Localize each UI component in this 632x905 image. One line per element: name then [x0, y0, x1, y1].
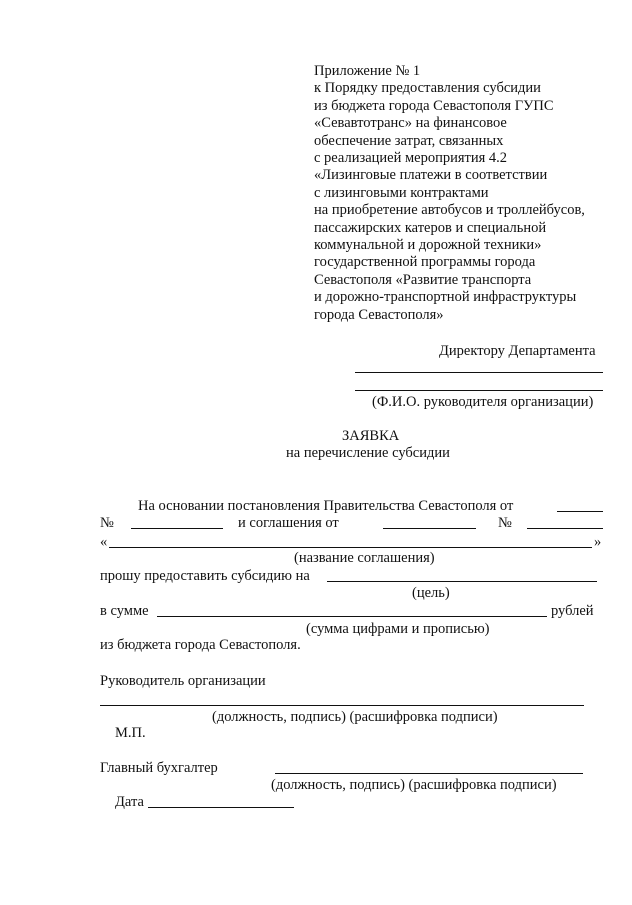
agreement-number-field[interactable] — [527, 528, 603, 529]
appendix-line: обеспечение затрат, связанных — [314, 132, 504, 149]
resolution-date-field[interactable] — [557, 511, 603, 512]
resolution-number-sign: № — [100, 515, 114, 531]
document-subtitle: на перечисление субсидии — [286, 445, 450, 461]
resolution-number-field[interactable] — [131, 528, 223, 529]
appendix-line: Приложение № 1 — [314, 63, 421, 79]
addressee-fio-caption: (Ф.И.О. руководителя организации) — [372, 394, 594, 410]
stamp-label: М.П. — [115, 725, 146, 741]
appendix-line: на приобретение автобусов и троллейбусов, — [314, 202, 585, 219]
appendix-line: пассажирских катеров и специальной — [314, 219, 547, 236]
appendix-line: «Лизинговые платежи в соответствии — [314, 167, 548, 184]
request-text: прошу предоставить субсидию на — [100, 568, 310, 584]
budget-text: из бюджета города Севастополя. — [100, 637, 301, 653]
quote-close: » — [594, 534, 602, 550]
appendix-line: государственной программы города — [314, 254, 536, 271]
agreement-name-field[interactable] — [109, 547, 592, 548]
date-label: Дата — [115, 794, 144, 810]
goal-field[interactable] — [327, 581, 597, 582]
sum-caption: (сумма цифрами и прописью) — [306, 621, 490, 637]
addressee-line-2 — [355, 390, 603, 391]
document-title: ЗАЯВКА — [342, 428, 400, 444]
agreement-date-field[interactable] — [383, 528, 476, 529]
accountant-signature-field[interactable] — [275, 773, 583, 774]
head-signature-field[interactable] — [100, 705, 584, 706]
appendix-line: города Севастополя» — [314, 306, 444, 323]
appendix-line: с реализацией мероприятия 4.2 — [314, 150, 508, 166]
agreement-name-caption: (название соглашения) — [294, 550, 435, 566]
sum-prefix: в сумме — [100, 603, 149, 619]
accountant-label: Главный бухгалтер — [100, 760, 218, 776]
head-label: Руководитель организации — [100, 673, 266, 689]
appendix-line: из бюджета города Севастополя ГУПС — [314, 97, 554, 114]
date-field[interactable] — [148, 807, 294, 808]
agreement-number-sign: № — [498, 515, 512, 531]
sum-field[interactable] — [157, 616, 547, 617]
agreement-from-text: и соглашения от — [238, 515, 339, 531]
appendix-line: Севастополя «Развитие транспорта — [314, 271, 532, 288]
appendix-line: с лизинговыми контрактами — [314, 184, 489, 201]
addressee-line-1 — [355, 372, 603, 373]
appendix-line: «Севавтотранс» на финансовое — [314, 115, 507, 132]
addressee-title: Директору Департамента — [439, 343, 596, 359]
appendix-line: к Порядку предоставления субсидии — [314, 80, 541, 97]
quote-open: « — [100, 534, 108, 550]
appendix-line: коммунальной и дорожной техники» — [314, 237, 542, 253]
goal-caption: (цель) — [412, 585, 450, 601]
sum-suffix: рублей — [551, 603, 594, 619]
head-signature-caption: (должность, подпись) (расшифровка подписи) — [212, 709, 498, 725]
basis-text: На основании постановления Правительства Севастополя от — [138, 498, 514, 514]
appendix-line: и дорожно-транспортной инфраструктуры — [314, 289, 577, 306]
accountant-signature-caption: (должность, подпись) (расшифровка подписи) — [271, 777, 557, 793]
